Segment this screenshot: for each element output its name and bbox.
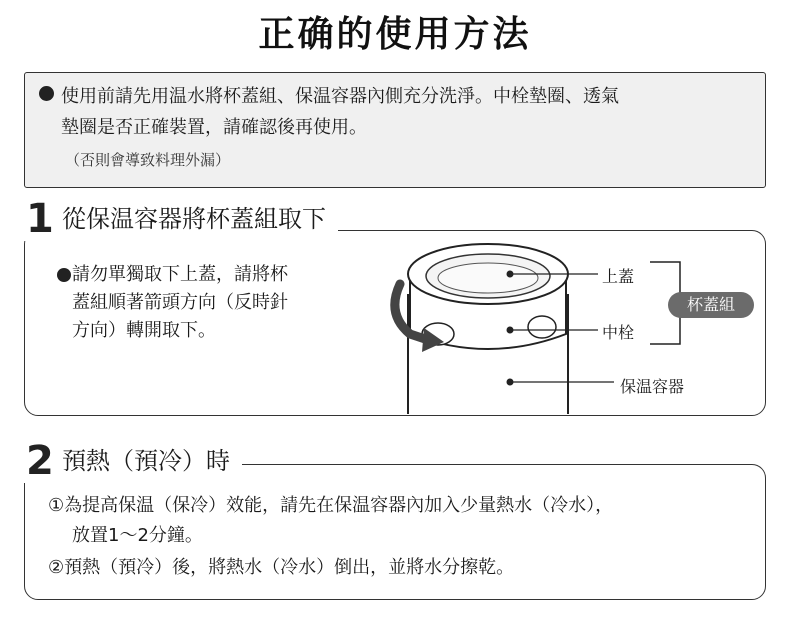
step-2-item-1-line-2: 放置1～2分鐘。 [72, 525, 203, 546]
notice-box [24, 72, 766, 188]
bullet-icon [39, 86, 54, 101]
step-2-item-1-line-1: ①為提高保温（保冷）效能，請先在保温容器內加入少量熱水（冷水）， [48, 495, 614, 516]
step-1-number: 1 [24, 197, 60, 241]
notice-note: （否則會導致料理外漏） [65, 151, 231, 169]
bullet-icon [57, 268, 71, 282]
thermos-lid-diagram [380, 234, 766, 414]
step-2-title: 預熱（預冷）時 [60, 444, 242, 478]
label-container: 保温容器 [620, 377, 685, 396]
step-1-text-line-2: 蓋組順著箭頭方向（反時針 [72, 292, 288, 313]
step-1-title: 從保温容器將杯蓋組取下 [60, 202, 338, 236]
notice-line-2: 墊圈是否正確裝置，請確認後再使用。 [61, 117, 367, 138]
page-title: 正确的使用方法 [258, 14, 532, 55]
step-2-item-2: ②預熱（預冷）後，將熱水（冷水）倒出，並將水分擦乾。 [48, 557, 515, 578]
lid-top-inner [438, 263, 538, 293]
notice-line-1: 使用前請先用温水將杯蓋組、保温容器內側充分洗淨。中栓墊圈、透氣 [61, 86, 619, 107]
lid-window-right [528, 316, 556, 338]
step-1-text-line-3: 方向）轉開取下。 [72, 320, 216, 341]
label-upper-lid: 上蓋 [602, 267, 635, 286]
lid-set-badge: 杯蓋組 [668, 292, 754, 318]
label-middle-plug: 中栓 [602, 323, 635, 342]
step-2-number: 2 [24, 439, 60, 483]
step-1-text-line-1: 請勿單獨取下上蓋，請將杯 [72, 264, 288, 285]
